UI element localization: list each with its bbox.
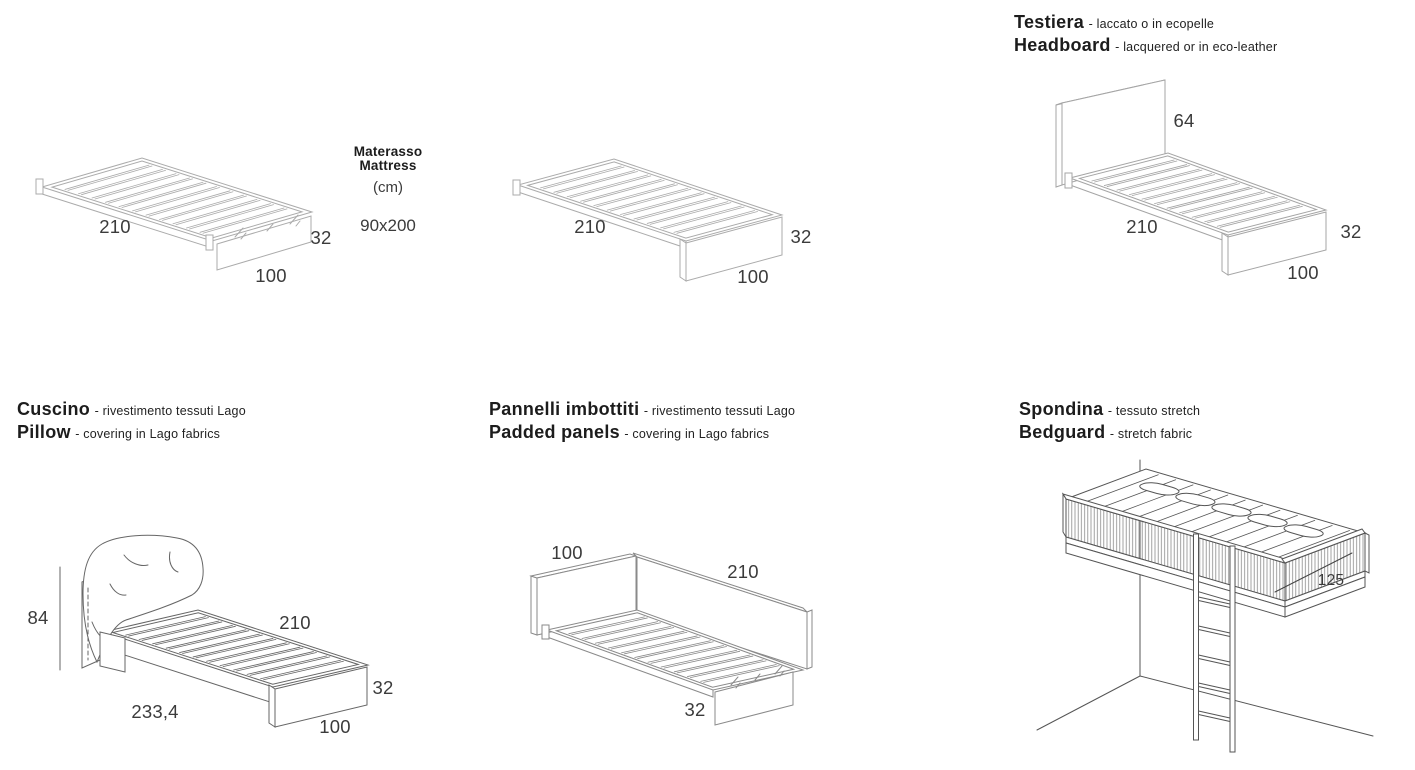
dim-headboard-height: 64 — [1173, 110, 1195, 131]
dim-length: 210 — [1126, 216, 1158, 237]
desc-it: - laccato o in ecopelle — [1088, 17, 1215, 31]
title-en: Headboard — [1014, 35, 1111, 55]
corner-foot — [36, 179, 43, 194]
mattress-label-it: Materasso — [353, 144, 423, 159]
dim-height: 32 — [684, 699, 706, 720]
desc-en: - covering in Lago fabrics — [75, 427, 221, 441]
mattress-unit: (cm) — [373, 179, 403, 196]
short-panel-side — [531, 576, 537, 635]
right-rail-end-cap — [1365, 533, 1369, 573]
ladder-left-rail — [1194, 534, 1199, 740]
headboard-title — [1014, 12, 1277, 58]
pillow-title — [17, 399, 246, 445]
padded-panels-title — [489, 399, 795, 445]
slatted-platform — [103, 610, 368, 687]
ladder-rungs — [1199, 597, 1231, 722]
headboard-side — [1056, 103, 1062, 187]
dim-height: 32 — [1340, 221, 1362, 242]
title-en: Pillow — [17, 422, 71, 442]
corner-foot — [542, 625, 549, 639]
dim-width: 100 — [551, 542, 583, 563]
dim-length: 210 — [279, 612, 311, 633]
desc-en: - stretch fabric — [1109, 427, 1193, 441]
title-it: Testiera — [1014, 12, 1085, 32]
dim-width: 100 — [319, 716, 351, 737]
bed-frame-drawing — [30, 143, 375, 308]
desc-en: - covering in Lago fabrics — [624, 427, 770, 441]
dim-height: 32 — [372, 677, 394, 698]
dim-pillow-height: 84 — [27, 607, 49, 628]
corner-foot — [513, 180, 520, 195]
title-en: Padded panels — [489, 422, 620, 442]
foot-panel-side — [269, 685, 275, 727]
dim-height: 32 — [790, 226, 812, 247]
dim-depth: 125 — [1317, 572, 1345, 589]
title-it: Spondina — [1019, 399, 1104, 419]
dim-width: 100 — [255, 265, 287, 286]
dim-height: 32 — [310, 227, 332, 248]
long-panel-end — [807, 610, 812, 669]
ladder-right-rail — [1230, 546, 1235, 752]
padded-panels-bed-drawing — [503, 538, 833, 768]
head-block — [100, 632, 125, 672]
dim-total-length: 233,4 — [131, 701, 179, 722]
foot-panel-side — [1222, 233, 1228, 275]
title-it: Cuscino — [17, 399, 91, 419]
corner-foot — [1065, 173, 1072, 188]
title-en: Bedguard — [1019, 422, 1106, 442]
bedguard-title — [1019, 399, 1200, 445]
corner-foot — [206, 235, 213, 250]
dim-length: 210 — [574, 216, 606, 237]
dim-length: 210 — [99, 216, 131, 237]
desc-it: - tessuto stretch — [1107, 404, 1201, 418]
desc-it: - rivestimento tessuti Lago — [94, 404, 246, 418]
front-rail-end-cap — [1063, 494, 1066, 537]
mattress-size: 90x200 — [360, 216, 416, 235]
pillow-bed-drawing — [22, 522, 412, 762]
bedguard-loft-drawing — [1035, 450, 1415, 770]
dim-width: 100 — [1287, 262, 1319, 283]
mattress-label-en: Mattress — [359, 158, 417, 173]
desc-it: - rivestimento tessuti Lago — [643, 404, 796, 418]
dim-length: 210 — [727, 561, 759, 582]
foot-panel-side — [680, 239, 686, 281]
title-it: Pannelli imbottiti — [489, 399, 640, 419]
headboard-bed-drawing — [1055, 76, 1400, 306]
dim-width: 100 — [737, 266, 769, 287]
desc-en: - lacquered or in eco-leather — [1115, 40, 1278, 54]
